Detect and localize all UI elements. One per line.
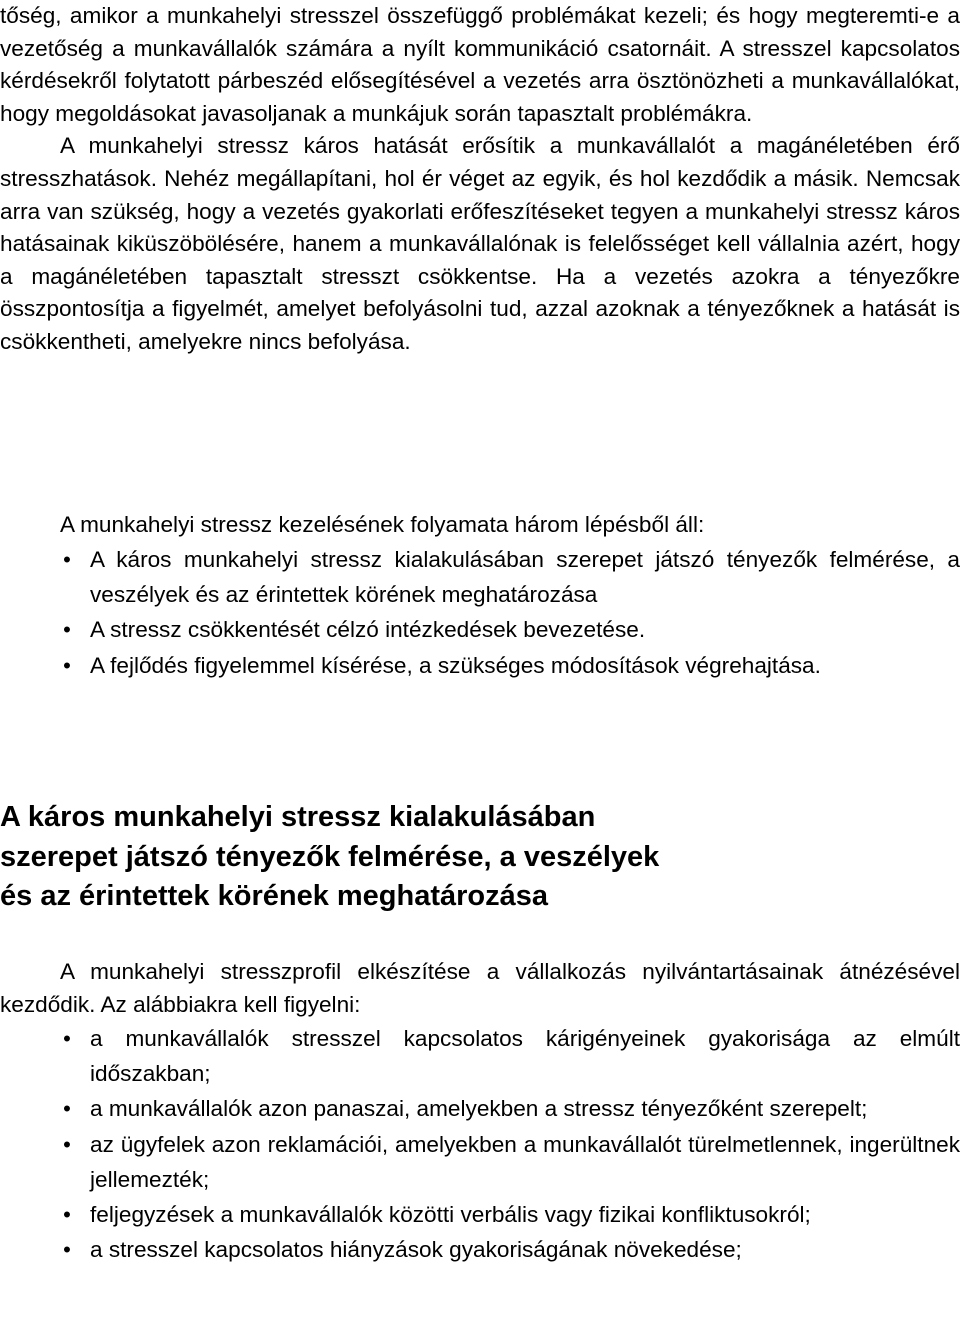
list-item: • feljegyzések a munkavállalók közötti verbális vagy fizikai konfliktusokról; — [0, 1197, 960, 1232]
list-item: • az ügyfelek azon reklamációi, amelyekben a munkavállalót türelmetlennek, ingerültnek jellemezték; — [0, 1127, 960, 1197]
list-item: • a stresszel kapcsolatos hiányzások gyakoriságának növekedése; — [0, 1232, 960, 1267]
bullet-icon: • — [63, 652, 71, 678]
paragraph-private-life-stress: A munkahelyi stressz káros hatását erősítik a munkavállalót a magánéletében érő stresszhatások. Nehéz megállapítani, hol ér véget az egyik, és hol kezdődik a másik. Nemcsak arra van szükség, hogy a vezetés gyakorlati erőfeszítéseket tegyen a munkahelyi stressz káros hatásainak kiküszöbölésére, hanem a munkavállalónak is felelősséget kell vállalnia azért, hogy a magánéletében tapasztalt stresszt csökkentse. Ha a vezetés azokra a tényezőkre összpontosítja a figyelmét, amelyet befolyásolni tud, azzal azoknak a tényezőknek a hatását is csökkentheti, amelyekre nincs befolyása. — [0, 133, 960, 354]
bullet-icon: • — [63, 617, 71, 643]
list-item: • a munkavállalók azon panaszai, amelyekben a stressz tényezőként szerepelt; — [0, 1091, 960, 1126]
records-checklist — [0, 1021, 960, 1267]
process-steps-list — [0, 542, 960, 683]
list-item: • A fejlődés figyelemmel kísérése, a szükséges módosítások végrehajtása. — [0, 648, 960, 683]
intro-paragraphs — [0, 0, 960, 359]
bullet-icon: • — [63, 1237, 71, 1263]
bullet-icon: • — [63, 547, 71, 572]
paragraph-stress-profile: A munkahelyi stresszprofil elkészítése a vállalkozás nyilvántartásainak átnézésével kezdődik. Az alábbiakra kell figyelni: — [0, 959, 960, 1017]
heading-line: és az érintettek körének meghatározása — [0, 880, 549, 912]
heading-line: A káros munkahelyi stressz kialakulásában — [0, 801, 596, 833]
bullet-icon: • — [63, 1026, 71, 1051]
bullet-icon: • — [63, 1131, 71, 1157]
bullet-icon: • — [63, 1202, 71, 1228]
paragraph-process-intro: A munkahelyi stressz kezelésének folyamata három lépésből áll: — [60, 512, 705, 537]
list-item: • a munkavállalók stresszel kapcsolatos kárigényeinek gyakorisága az elmúlt időszakban; — [0, 1021, 960, 1091]
list-item: • A stressz csökkentését célzó intézkedések bevezetése. — [0, 612, 960, 647]
paragraph-management-communication: tőség, amikor a munkahelyi stresszel összefüggő problémákat kezeli; és hogy megteremti-e a vezetőség a munkavállalók számára a nyílt kommunikáció csatornáit. A stresszel kapcsolatos kérdésekről folytatott párbeszéd elősegítésével a vezetés arra ösztönözheti a munkavállalókat, hogy megoldásokat javasoljanak a munkájuk során tapasztalt problémákra. — [0, 3, 960, 126]
section-heading — [0, 798, 960, 917]
heading-line: szerepet játszó tényezők felmérése, a veszélyek — [0, 840, 660, 873]
list-item: • A káros munkahelyi stressz kialakulásában szerepet játszó tényezők felmérése, a veszélyek és az érintettek körének meghatározása — [0, 542, 960, 612]
bullet-icon: • — [63, 1096, 71, 1122]
